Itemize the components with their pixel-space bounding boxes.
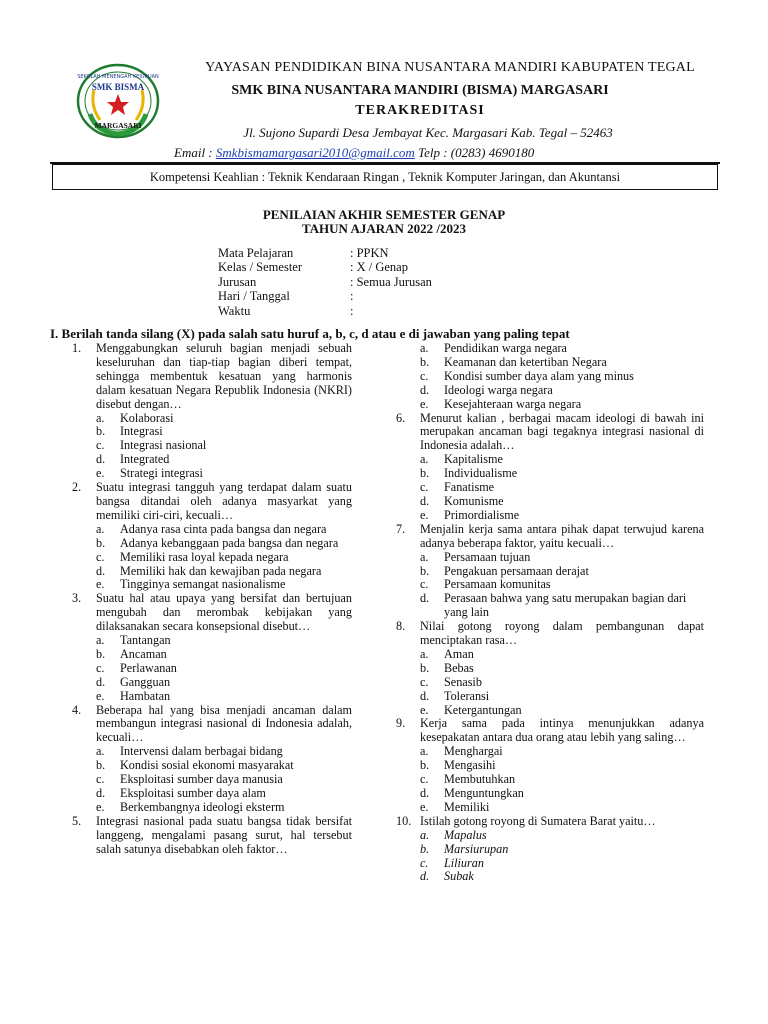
question-item	[396, 815, 704, 885]
answer-option[interactable]	[396, 787, 704, 801]
question-item	[396, 523, 704, 620]
question-item	[396, 620, 704, 717]
answer-option[interactable]	[396, 578, 704, 592]
question-number: 3.	[72, 591, 82, 606]
option-letter: a.	[420, 744, 429, 759]
option-text: Tantangan	[120, 633, 171, 648]
option-text: Integrasi nasional	[120, 438, 207, 453]
question-text: Suatu hal atau upaya yang bersifat dan bertujuan mengubah dan merombak kebijakan yang dilaksanakan secara konsepsional disebut…	[96, 591, 352, 634]
question-item	[396, 342, 704, 412]
option-letter: e.	[420, 702, 429, 717]
option-letter: c.	[420, 480, 429, 495]
answer-option[interactable]	[396, 870, 704, 884]
option-letter: a.	[96, 744, 105, 759]
option-text: Ancaman	[120, 646, 167, 661]
answer-option[interactable]	[72, 523, 352, 537]
questions-left-column	[72, 342, 352, 857]
option-text: Ideologi warga negara	[444, 382, 553, 397]
answer-option[interactable]	[72, 467, 352, 481]
option-letter: b.	[420, 660, 430, 675]
school-name: SMK BINA NUSANTARA MANDIRI (BISMA) MARGASARI	[231, 83, 609, 98]
option-letter: a.	[96, 521, 105, 536]
option-text: Keamanan dan ketertiban Negara	[444, 354, 607, 369]
answer-option[interactable]	[72, 648, 352, 662]
option-text: Subak	[444, 869, 474, 884]
option-text: Aman	[444, 646, 474, 661]
option-text: Menghargai	[444, 744, 503, 759]
option-text: Kondisi sosial ekonomi masyarakat	[120, 758, 294, 773]
accreditation-status: TERAKREDITASI	[355, 103, 485, 118]
option-letter: e.	[420, 507, 429, 522]
question-number: 6.	[396, 410, 406, 425]
option-letter: a.	[96, 633, 105, 648]
answer-option[interactable]	[396, 495, 704, 509]
answer-option[interactable]	[72, 773, 352, 787]
option-letter: b.	[420, 466, 430, 481]
question-number: 7.	[396, 521, 406, 536]
question-text: Integrasi nasional pada suatu bangsa tidak bersifat langgeng, mengalami pasang surut, hal tersebut salah satunya disebabkan oleh faktor…	[96, 813, 352, 856]
phone: Telp : (0283) 4690180	[414, 145, 535, 160]
question-item	[396, 717, 704, 814]
option-text: Eksploitasi sumber daya manusia	[120, 772, 283, 787]
answer-option[interactable]	[396, 759, 704, 773]
answer-option[interactable]	[72, 565, 352, 579]
question-item	[72, 481, 352, 592]
option-text: Memiliki rasa loyal kepada negara	[120, 549, 289, 564]
question-number: 2.	[72, 480, 82, 495]
option-letter: c.	[96, 549, 105, 564]
answer-option[interactable]	[396, 773, 704, 787]
option-text: Eksploitasi sumber daya alam	[120, 786, 266, 800]
competency-box: Kompetensi Keahlian : Teknik Kendaraan Ringan , Teknik Komputer Jaringan, dan Akuntansi	[52, 164, 718, 190]
answer-option[interactable]	[72, 690, 352, 704]
svg-text:SEKOLAH MENENGAH KEJURUAN: SEKOLAH MENENGAH KEJURUAN	[77, 74, 159, 80]
option-text: Marsiurupan	[444, 841, 509, 856]
answer-option[interactable]	[396, 370, 704, 384]
question-item	[72, 592, 352, 703]
info-label: Kelas / Semester	[218, 260, 303, 275]
question-number: 8.	[396, 619, 406, 634]
option-text: Kapitalisme	[444, 452, 503, 467]
option-letter: a.	[420, 452, 429, 467]
option-letter: b.	[96, 646, 106, 661]
option-text: Pengakuan persamaan derajat	[444, 563, 589, 578]
question-number: 1.	[72, 341, 82, 355]
option-text: Individualisme	[444, 466, 518, 481]
option-text: Integrated	[120, 452, 170, 467]
option-text: Kesejahteraan warga negara	[444, 396, 582, 411]
answer-option[interactable]	[396, 745, 704, 759]
option-text: Mengasihi	[444, 758, 496, 773]
answer-option[interactable]	[396, 565, 704, 579]
option-letter: a.	[420, 341, 429, 355]
question-item	[72, 342, 352, 481]
question-text: Suatu integrasi tangguh yang terdapat dalam suatu bangsa ditandai oleh adanya masyarkat yang memiliki ciri-ciri, kecuali…	[96, 480, 352, 522]
option-letter: a.	[420, 646, 429, 661]
school-logo	[76, 62, 160, 140]
svg-text:SMK BISMA: SMK BISMA	[91, 82, 145, 92]
answer-option[interactable]	[72, 634, 352, 648]
info-row	[218, 275, 432, 289]
info-value: : PPKN	[350, 246, 389, 260]
answer-option[interactable]	[396, 648, 704, 662]
option-letter: d.	[420, 382, 430, 397]
answer-option[interactable]	[396, 843, 704, 857]
option-text: Berkembangnya ideologi eksterm	[120, 799, 285, 814]
info-value: : X / Genap	[350, 260, 408, 275]
option-text: Senasib	[444, 674, 482, 689]
option-letter: d.	[96, 674, 106, 689]
answer-option[interactable]	[396, 662, 704, 676]
question-text: Istilah gotong royong di Sumatera Barat yaitu…	[420, 813, 656, 828]
question-text: Menurut kalian , berbagai macam ideologi di bawah ini merupakan ancaman bagi tegaknya integrasi nasional di Indonesia adalah…	[420, 410, 704, 453]
option-text: Gangguan	[120, 674, 171, 689]
info-label: Mata Pelajaran	[218, 246, 294, 260]
option-text: Persamaan tujuan	[444, 549, 531, 564]
option-letter: b.	[96, 758, 106, 773]
option-text: Bebas	[444, 660, 474, 675]
svg-text:MARGASARI: MARGASARI	[94, 121, 142, 130]
answer-option[interactable]	[72, 578, 352, 592]
answer-option[interactable]	[72, 759, 352, 773]
info-value: : Semua Jurusan	[350, 274, 432, 289]
info-label: Jurusan	[218, 274, 257, 289]
answer-option[interactable]	[396, 690, 704, 704]
question-item	[72, 815, 352, 857]
exam-info	[218, 246, 432, 318]
option-text: Komunisme	[444, 493, 504, 508]
answer-option[interactable]	[72, 745, 352, 759]
answer-option[interactable]	[396, 398, 704, 412]
option-text: Kolaborasi	[120, 410, 174, 425]
info-value: :	[350, 303, 354, 318]
option-text: Perlawanan	[120, 660, 177, 675]
option-letter: b.	[420, 563, 430, 578]
question-item	[72, 704, 352, 815]
answer-option[interactable]	[72, 439, 352, 453]
answer-option[interactable]	[396, 676, 704, 690]
option-letter: e.	[96, 466, 105, 481]
option-text: Tingginya semangat nasionalisme	[120, 577, 286, 592]
option-letter: e.	[420, 799, 429, 814]
option-text: Persamaan komunitas	[444, 577, 551, 592]
option-letter: a.	[420, 827, 430, 842]
answer-option[interactable]	[396, 342, 704, 356]
option-letter: d.	[420, 688, 430, 703]
school-address: Jl. Sujono Supardi Desa Jembayat Kec. Margasari Kab. Tegal – 52463	[243, 125, 613, 140]
question-text: Menggabungkan seluruh bagian menjadi sebuah keseluruhan dan tiap-tiap bagian diberi tempat, sehingga membentuk kesatuan yang harmonis dalam kesatuan Negara Republik Indonesia (NKRI) disebut dengan…	[96, 341, 352, 411]
question-text: Beberapa hal yang bisa menjadi ancaman dalam membangun integrasi nasional di Indonesia adalah, kecuali…	[96, 702, 352, 745]
info-row	[218, 304, 432, 318]
option-letter: d.	[420, 786, 430, 800]
option-text: Integrasi	[120, 424, 163, 439]
option-text: Mapalus	[444, 827, 487, 842]
option-text: Menguntungkan	[444, 786, 524, 800]
option-letter: c.	[420, 772, 429, 787]
option-text: Kondisi sumber daya alam yang minus	[444, 368, 634, 383]
option-text: Intervensi dalam berbagai bidang	[120, 744, 283, 759]
option-letter: c.	[96, 772, 105, 787]
option-letter: e.	[96, 799, 105, 814]
option-letter: d.	[420, 493, 430, 508]
info-label: Waktu	[218, 303, 251, 318]
answer-option[interactable]	[72, 551, 352, 565]
answer-option[interactable]	[396, 801, 704, 815]
option-text: Memiliki	[444, 799, 490, 814]
option-letter: a.	[420, 549, 429, 564]
question-text: Nilai gotong royong dalam pembangunan dapat menciptakan rasa…	[420, 619, 704, 648]
exam-title: PENILAIAN AKHIR SEMESTER GENAP	[262, 207, 506, 222]
answer-option[interactable]	[72, 801, 352, 815]
contact-line	[174, 145, 594, 161]
answer-option[interactable]	[396, 481, 704, 495]
answer-option[interactable]	[72, 453, 352, 467]
option-text: Perasaan bahwa yang satu merupakan bagian dari yang lain	[444, 591, 687, 620]
academic-year: TAHUN AJARAN 2022 /2023	[301, 221, 467, 236]
info-row	[218, 246, 432, 260]
option-text: Liliuran	[444, 855, 484, 870]
option-text: Toleransi	[444, 688, 490, 703]
option-text: Ketergantungan	[444, 702, 522, 717]
answer-option[interactable]	[396, 857, 704, 871]
option-letter: d.	[96, 452, 106, 467]
option-letter: c.	[420, 368, 429, 383]
option-letter: c.	[96, 660, 105, 675]
answer-option[interactable]	[396, 829, 704, 843]
option-text: Strategi integrasi	[120, 466, 203, 481]
answer-option[interactable]	[72, 412, 352, 426]
option-letter: b.	[420, 354, 430, 369]
option-letter: e.	[96, 577, 105, 592]
option-letter: b.	[420, 841, 430, 856]
question-text: Menjalin kerja sama antara pihak dapat terwujud karena adanya beberapa faktor, yaitu kecuali…	[420, 521, 704, 550]
answer-option[interactable]	[72, 425, 352, 439]
answer-option[interactable]	[396, 551, 704, 565]
answer-option[interactable]	[396, 704, 704, 718]
option-text: Pendidikan warga negara	[444, 341, 567, 355]
section-instruction: I. Berilah tanda silang (X) pada salah satu huruf a, b, c, d atau e di jawaban yang paling tepat	[50, 326, 570, 341]
answer-option[interactable]	[72, 662, 352, 676]
option-text: Adanya kebanggaan pada bangsa dan negara	[120, 535, 339, 550]
option-letter: b.	[420, 758, 430, 773]
option-letter: d.	[420, 869, 430, 884]
answer-option[interactable]	[396, 384, 704, 398]
questions-right-column	[396, 342, 704, 884]
answer-option[interactable]	[396, 509, 704, 523]
option-letter: c.	[420, 855, 429, 870]
option-letter: c.	[420, 674, 429, 689]
question-number: 4.	[72, 702, 82, 717]
option-letter: e.	[420, 396, 429, 411]
email-link[interactable]: Smkbismamargasari2010@gmail.com	[215, 145, 415, 160]
option-text: Primordialisme	[444, 507, 520, 522]
question-item	[396, 412, 704, 523]
question-text: Kerja sama pada intinya menunjukkan adanya kesepakatan antara dua orang atau lebih yang saling…	[420, 716, 704, 745]
answer-option[interactable]	[396, 453, 704, 467]
option-letter: d.	[96, 563, 106, 578]
foundation-name: YAYASAN PENDIDIKAN BINA NUSANTARA MANDIRI KABUPATEN TEGAL	[205, 60, 695, 75]
email-label: Email :	[174, 145, 216, 160]
info-value: :	[350, 289, 354, 304]
info-label: Hari / Tanggal	[218, 289, 290, 304]
option-text: Membutuhkan	[444, 772, 516, 787]
option-letter: d.	[420, 591, 430, 606]
option-letter: a.	[96, 410, 105, 425]
answer-option[interactable]	[396, 356, 704, 370]
question-number: 5.	[72, 813, 82, 828]
option-text: Hambatan	[120, 688, 171, 703]
option-letter: b.	[96, 424, 106, 439]
info-row	[218, 289, 432, 303]
answer-option[interactable]	[72, 537, 352, 551]
info-row	[218, 260, 432, 274]
option-letter: c.	[96, 438, 105, 453]
option-text: Memiliki hak dan kewajiban pada negara	[120, 563, 322, 578]
option-letter: c.	[420, 577, 429, 592]
answer-option[interactable]	[396, 592, 704, 620]
question-number: 9.	[396, 716, 406, 731]
option-text: Fanatisme	[444, 480, 495, 495]
option-text: Adanya rasa cinta pada bangsa dan negara	[120, 521, 327, 536]
option-letter: b.	[96, 535, 106, 550]
option-letter: d.	[96, 786, 106, 800]
option-letter: e.	[96, 688, 105, 703]
question-number: 10.	[396, 813, 412, 828]
answer-option[interactable]	[72, 676, 352, 690]
answer-option[interactable]	[396, 467, 704, 481]
answer-option[interactable]	[72, 787, 352, 801]
